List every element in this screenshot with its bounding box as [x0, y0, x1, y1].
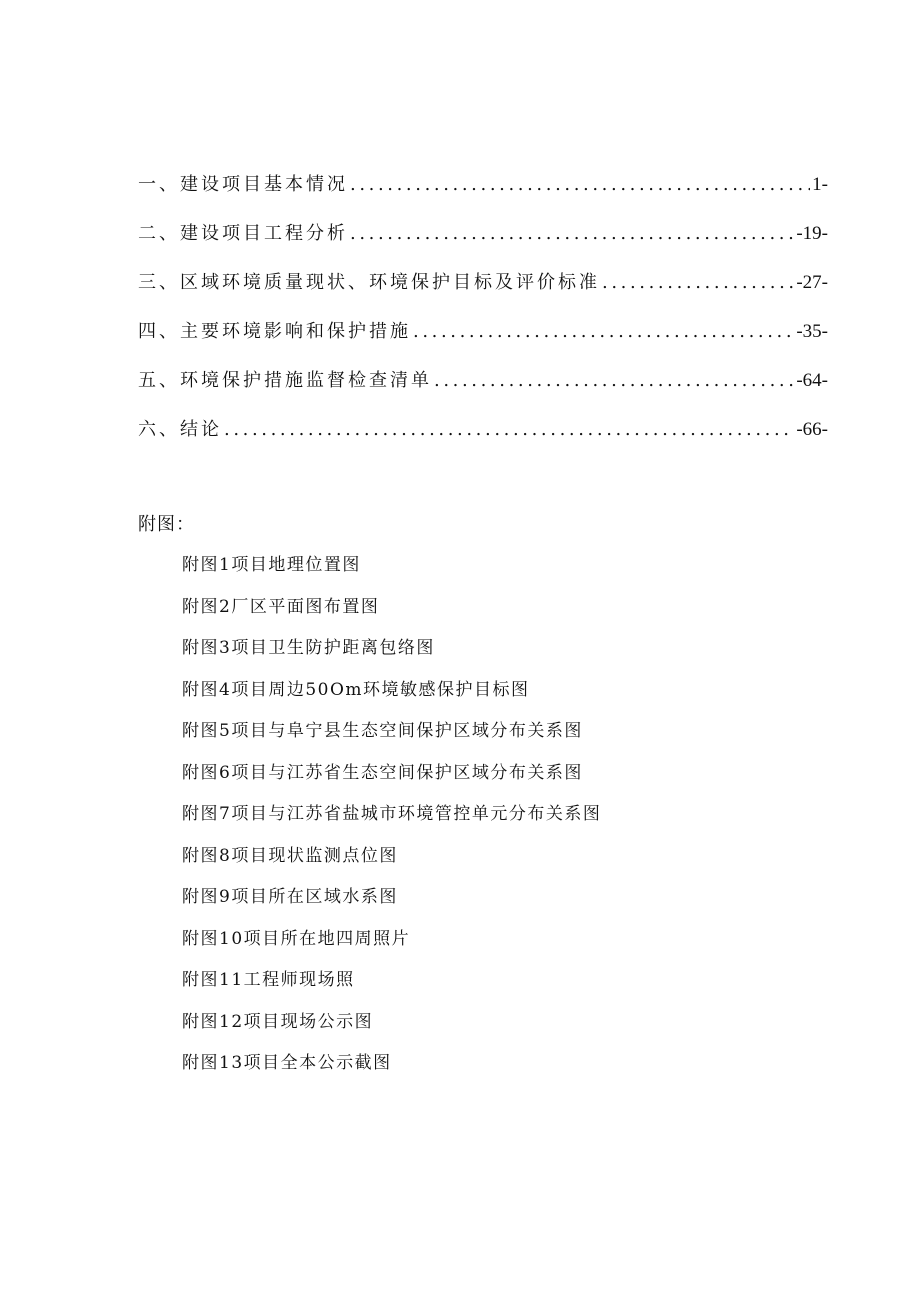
appendix-item: 附图12项目现场公示图: [182, 1011, 374, 1032]
appendix-item: 附图5项目与阜宁县生态空间保护区域分布关系图: [182, 721, 583, 741]
appendix-list: [182, 550, 601, 1090]
appendix-item: 附图2厂区平面图布置图: [182, 596, 380, 617]
toc-entry: [138, 170, 828, 219]
toc-entry: [138, 415, 828, 464]
appendix-item: 附图10项目所在地四周照片: [182, 928, 411, 949]
appendix-item: 附图3项目卫生防护距离包络图: [182, 638, 435, 658]
appendix-item: 附图1项目地理位置图: [182, 555, 361, 575]
toc-dot-leader: [350, 223, 794, 244]
appendix-item: 附图13项目全本公示截图: [182, 1053, 392, 1073]
appendix-item: 附图8项目现状监测点位图: [182, 845, 398, 866]
toc-dot-leader: [602, 272, 794, 293]
toc-entry-page: -27-: [796, 272, 828, 293]
toc-entry-title: 四、主要环境影响和保护措施: [138, 321, 411, 342]
toc-entry-title: 一、建设项目基本情况: [138, 174, 348, 195]
toc-entry: [138, 268, 828, 317]
appendix-item: 附图11工程师现场照: [182, 970, 355, 990]
appendix-item: 附图9项目所在区域水系图: [182, 887, 398, 907]
appendix-heading: 附图：: [138, 514, 195, 535]
toc-entry: [138, 219, 828, 268]
toc-entry-page: -19-: [796, 223, 828, 244]
toc-entry: [138, 366, 828, 415]
toc-entry-title: 二、建设项目工程分析: [138, 223, 348, 244]
toc-dot-leader: [350, 174, 810, 195]
toc-entry-title: 六、结论: [138, 419, 222, 440]
toc-dot-leader: [224, 419, 794, 440]
appendix-item: 附图4项目周边50Om环境敏感保护目标图: [182, 679, 530, 700]
toc-entry-page: -35-: [796, 321, 828, 342]
toc-entry-page: -66-: [796, 419, 828, 440]
toc-entry-page: -64-: [796, 370, 828, 391]
toc-entry-title: 五、环境保护措施监督检查清单: [138, 370, 432, 391]
toc-entry: [138, 317, 828, 366]
toc-entry-title: 三、区域环境质量现状、环境保护目标及评价标准: [138, 272, 600, 293]
appendix-item: 附图6项目与江苏省生态空间保护区域分布关系图: [182, 762, 583, 783]
appendix-item: 附图7项目与江苏省盐城市环境管控单元分布关系图: [182, 804, 602, 824]
toc-entry-page: 1-: [812, 174, 828, 195]
toc-dot-leader: [434, 370, 794, 391]
table-of-contents: [138, 170, 828, 464]
toc-dot-leader: [413, 321, 794, 342]
